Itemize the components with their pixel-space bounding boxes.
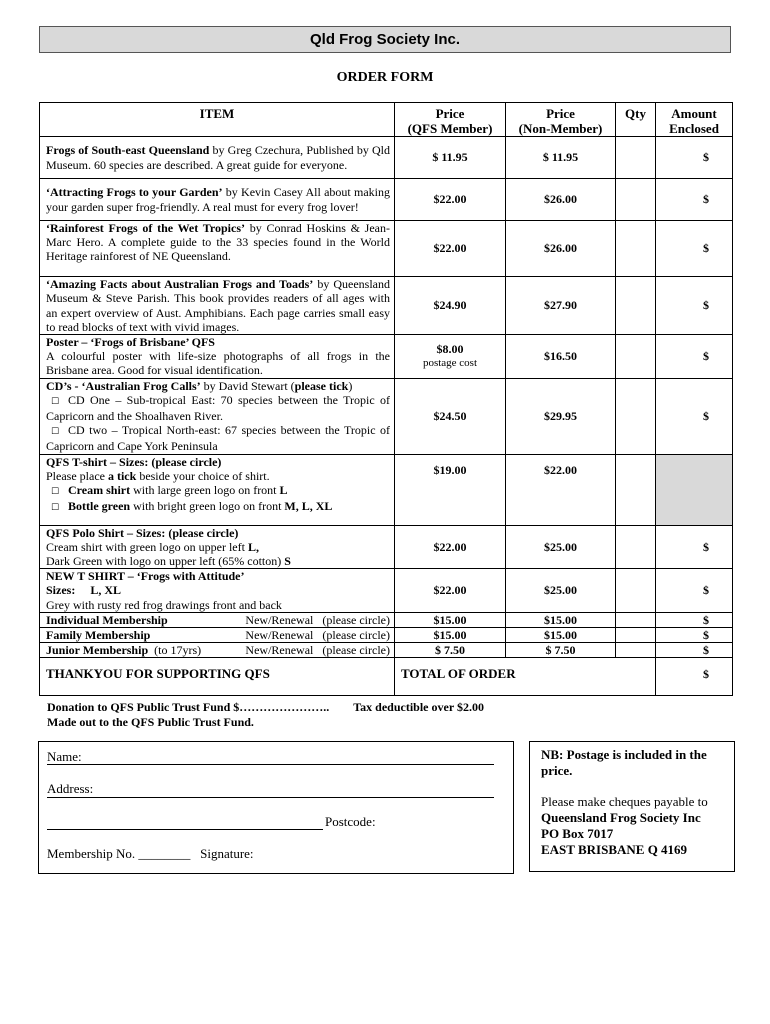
- membership-description: Junior Membership (to 17yrs) New/Renewal (please circle): [40, 643, 395, 658]
- price-non-member: $15.00: [506, 612, 616, 627]
- qty-cell[interactable]: [616, 221, 656, 277]
- price-member: $15.00: [395, 612, 506, 627]
- table-row: [40, 221, 733, 277]
- price-member: $ 7.50: [395, 643, 506, 658]
- cheque-instruction: Please make cheques payable to: [541, 794, 708, 809]
- name-label: Name:: [47, 749, 82, 764]
- qty-cell[interactable]: [616, 335, 656, 379]
- price-member: $19.00: [395, 454, 506, 525]
- price-member: $22.00: [395, 179, 506, 221]
- donation-payee-line: Made out to the QFS Public Trust Fund.: [47, 715, 254, 729]
- amount-cell[interactable]: $: [656, 335, 733, 379]
- price-non-member: $15.00: [506, 628, 616, 643]
- name-field[interactable]: [47, 764, 494, 765]
- qty-cell[interactable]: [616, 454, 656, 525]
- price-member: $22.00: [395, 525, 506, 569]
- total-label: TOTAL OF ORDER: [395, 658, 656, 696]
- price-non-member: $26.00: [506, 179, 616, 221]
- address-label: Address:: [47, 781, 94, 796]
- amount-cell-shaded: [656, 454, 733, 525]
- item-description: QFS Polo Shirt – Sizes: (please circle) Cream shirt with green logo on upper left L, Dark Green with logo on upper left (65% cotton) S: [40, 525, 395, 569]
- membership-description: Individual Membership New/Renewal (please circle): [40, 612, 395, 627]
- price-non-member: $ 11.95: [506, 137, 616, 179]
- amount-cell[interactable]: $: [656, 137, 733, 179]
- form-title: ORDER FORM: [336, 70, 434, 85]
- table-row-membership: [40, 628, 733, 643]
- postage-note: postage cost: [422, 357, 478, 370]
- price-non-member: $27.90: [506, 277, 616, 335]
- price-member: $22.00: [395, 569, 506, 613]
- price-member: $24.90: [395, 277, 506, 335]
- donation-line: Donation to QFS Public Trust Fund $…………………..: [47, 700, 330, 714]
- payee-name: Queensland Frog Society Inc: [541, 810, 701, 825]
- price-member: $ 11.95: [395, 137, 506, 179]
- table-row: [40, 335, 733, 379]
- postage-note-title: NB: Postage is included in the price.: [541, 747, 707, 778]
- price-non-member: $25.00: [506, 525, 616, 569]
- header-price-non-member: Price (Non-Member): [506, 103, 616, 137]
- qty-cell[interactable]: [616, 643, 656, 658]
- checkbox-icon[interactable]: ☐: [50, 427, 60, 438]
- item-description: CD’s - ‘Australian Frog Calls’ by David Stewart (please tick) ☐ CD One – Sub-tropical East: 70 species between the Tropic of Capricorn and the Shoalhaven River. ☐ CD two – Tropical North-east: 67 species between the Tropic of Capricorn and Cape York Peninsula: [40, 378, 395, 454]
- item-description: ‘Rainforest Frogs of the Wet Tropics’ by Conrad Hoskins & Jean-Marc Hero. A complete guide to the 33 species found in the World Heritage rainforest of NE Queensland.: [40, 221, 395, 277]
- org-banner: [39, 26, 731, 53]
- membership-description: Family Membership New/Renewal (please circle): [40, 628, 395, 643]
- table-row-membership: [40, 643, 733, 658]
- address-field[interactable]: [47, 797, 494, 798]
- total-amount-cell[interactable]: $: [656, 658, 733, 696]
- amount-cell[interactable]: $: [656, 277, 733, 335]
- amount-cell[interactable]: $: [656, 525, 733, 569]
- header-item: ITEM: [40, 103, 395, 137]
- amount-cell[interactable]: $: [656, 612, 733, 627]
- membership-signature-label: Membership No. ________ Signature:: [47, 846, 254, 861]
- qty-cell[interactable]: [616, 628, 656, 643]
- qty-cell[interactable]: [616, 277, 656, 335]
- price-non-member: $26.00: [506, 221, 616, 277]
- price-member: $15.00: [395, 628, 506, 643]
- amount-cell[interactable]: $: [656, 569, 733, 613]
- tax-note: Tax deductible over $2.00: [353, 700, 484, 714]
- org-name: Qld Frog Society Inc.: [309, 31, 461, 48]
- price-non-member: $16.50: [506, 335, 616, 379]
- qty-cell[interactable]: [616, 179, 656, 221]
- checkbox-icon[interactable]: ☐: [50, 487, 60, 498]
- table-row: [40, 277, 733, 335]
- amount-cell[interactable]: $: [656, 221, 733, 277]
- price-member: $8.00 postage cost: [395, 335, 506, 379]
- item-description: NEW T SHIRT – ‘Frogs with Attitude’ Sizes: L, XL Grey with rusty red frog drawings front and back: [40, 569, 395, 613]
- table-row: [40, 454, 733, 525]
- thank-you-message: THANKYOU FOR SUPPORTING QFS: [40, 658, 395, 696]
- item-description: ‘Amazing Facts about Australian Frogs and Toads’ by Queensland Museum & Steve Parish. This book provides readers of all ages with an expert overview of Aust. Amphibians. Each page carries small easy to read blocks of text with vivid images.: [40, 277, 395, 335]
- price-non-member: $29.95: [506, 378, 616, 454]
- amount-cell[interactable]: $: [656, 643, 733, 658]
- postcode-label: Postcode:: [325, 814, 376, 829]
- header-qty: Qty: [616, 103, 656, 137]
- order-table: [39, 102, 733, 696]
- price-non-member: $25.00: [506, 569, 616, 613]
- header-price-member: Price (QFS Member): [395, 103, 506, 137]
- po-box: PO Box 7017: [541, 826, 614, 841]
- header-amount: Amount Enclosed: [656, 103, 733, 137]
- item-description: Frogs of South-east Queensland by Greg Czechura, Published by Qld Museum. 60 species are described. A great guide for everyone.: [40, 137, 395, 179]
- donation-note: [47, 700, 484, 730]
- item-description: QFS T-shirt – Sizes: (please circle) Please place a tick beside your choice of shirt. ☐ Cream shirt with large green logo on front L ☐ Bottle green with bright green logo on front M, L, XL: [40, 454, 395, 525]
- table-row: [40, 179, 733, 221]
- item-description: Poster – ‘Frogs of Brisbane’ QFS A colourful poster with life-size photographs of all frogs in the Brisbane area. Good for visual identification.: [40, 335, 395, 379]
- qty-cell[interactable]: [616, 137, 656, 179]
- qty-cell[interactable]: [616, 378, 656, 454]
- qty-cell[interactable]: [616, 525, 656, 569]
- price-member: $24.50: [395, 378, 506, 454]
- table-footer-row: [40, 658, 733, 696]
- table-row: [40, 378, 733, 454]
- item-description: ‘Attracting Frogs to your Garden’ by Kevin Casey All about making your garden super frog-friendly. A real must for every frog lover!: [40, 179, 395, 221]
- table-row: [40, 569, 733, 613]
- price-non-member: $22.00: [506, 454, 616, 525]
- contact-details-box: [38, 741, 514, 874]
- qty-cell[interactable]: [616, 612, 656, 627]
- table-row-membership: [40, 612, 733, 627]
- table-header-row: [40, 103, 733, 137]
- table-row: [40, 137, 733, 179]
- address-line-2-field[interactable]: [47, 829, 323, 830]
- table-row: [40, 525, 733, 569]
- postage-note-box: [529, 741, 735, 872]
- amount-cell[interactable]: $: [656, 179, 733, 221]
- checkbox-icon[interactable]: ☐: [50, 396, 60, 407]
- amount-cell[interactable]: $: [656, 628, 733, 643]
- price-non-member: $ 7.50: [506, 643, 616, 658]
- checkbox-icon[interactable]: ☐: [50, 503, 60, 514]
- amount-cell[interactable]: $: [656, 378, 733, 454]
- price-member: $22.00: [395, 221, 506, 277]
- city-postcode: EAST BRISBANE Q 4169: [541, 842, 688, 857]
- qty-cell[interactable]: [616, 569, 656, 613]
